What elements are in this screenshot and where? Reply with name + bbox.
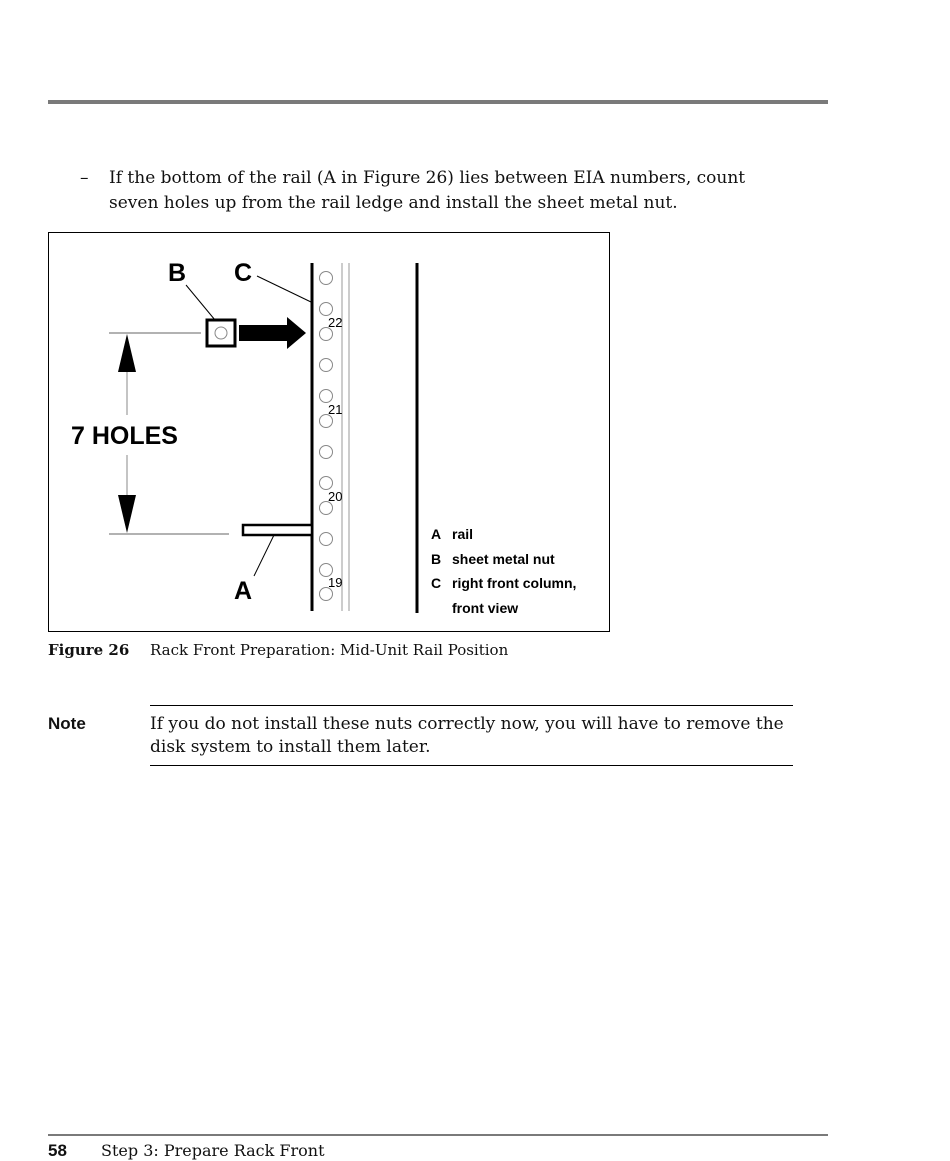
- figure-caption-text: Rack Front Preparation: Mid-Unit Rail Position: [150, 641, 509, 659]
- rack-hole: [320, 533, 333, 546]
- callout-a-leader: [254, 535, 274, 576]
- rack-hole: [320, 272, 333, 285]
- eia-number: 22: [328, 315, 343, 330]
- footer-rule: [48, 1134, 828, 1136]
- legend-key: B: [431, 551, 442, 567]
- arrow-right-icon: [239, 317, 306, 349]
- rail-ledge: [243, 525, 312, 535]
- eia-number: 19: [328, 575, 343, 590]
- note-rule-bottom: [150, 765, 793, 766]
- legend-key: A: [431, 526, 442, 542]
- legend-text: right front column,: [452, 575, 577, 591]
- header-rule: [48, 100, 828, 104]
- note-text: If you do not install these nuts correctly now, you will have to remove the disk system to install them later.: [150, 714, 784, 757]
- figure-26: [48, 232, 610, 632]
- arrow-down-icon: [118, 495, 136, 533]
- note-label: Note: [48, 714, 86, 733]
- rack-hole: [320, 303, 333, 316]
- rack-hole: [320, 477, 333, 490]
- holes-label: 7 HOLES: [71, 422, 178, 450]
- rack-hole: [320, 359, 333, 372]
- eia-number: 21: [328, 402, 343, 417]
- rack-hole: [320, 446, 333, 459]
- page-number: 58: [48, 1141, 67, 1160]
- callout-a: A: [234, 577, 253, 605]
- callout-c-leader: [257, 276, 311, 302]
- callout-c: C: [234, 259, 253, 287]
- sheet-metal-nut: [207, 320, 235, 346]
- legend-text: sheet metal nut: [452, 551, 555, 567]
- figure-caption-label: Figure 26: [48, 641, 130, 659]
- legend-key: C: [431, 575, 442, 591]
- bullet-dash: –: [80, 168, 89, 188]
- eia-number: 20: [328, 489, 343, 504]
- rack-diagram: [49, 233, 611, 633]
- legend: [431, 526, 576, 616]
- legend-text: front view: [452, 600, 519, 616]
- rack-hole: [320, 390, 333, 403]
- callout-b-leader: [186, 285, 215, 320]
- note-rule-top: [150, 705, 793, 706]
- callout-b: B: [168, 259, 187, 287]
- arrow-up-icon: [118, 334, 136, 372]
- bullet-paragraph: If the bottom of the rail (A in Figure 26) lies between EIA numbers, count seven holes up from the rail ledge and install the sheet metal nut.: [109, 168, 746, 213]
- footer-title: Step 3: Prepare Rack Front: [101, 1141, 325, 1160]
- legend-text: rail: [452, 526, 474, 542]
